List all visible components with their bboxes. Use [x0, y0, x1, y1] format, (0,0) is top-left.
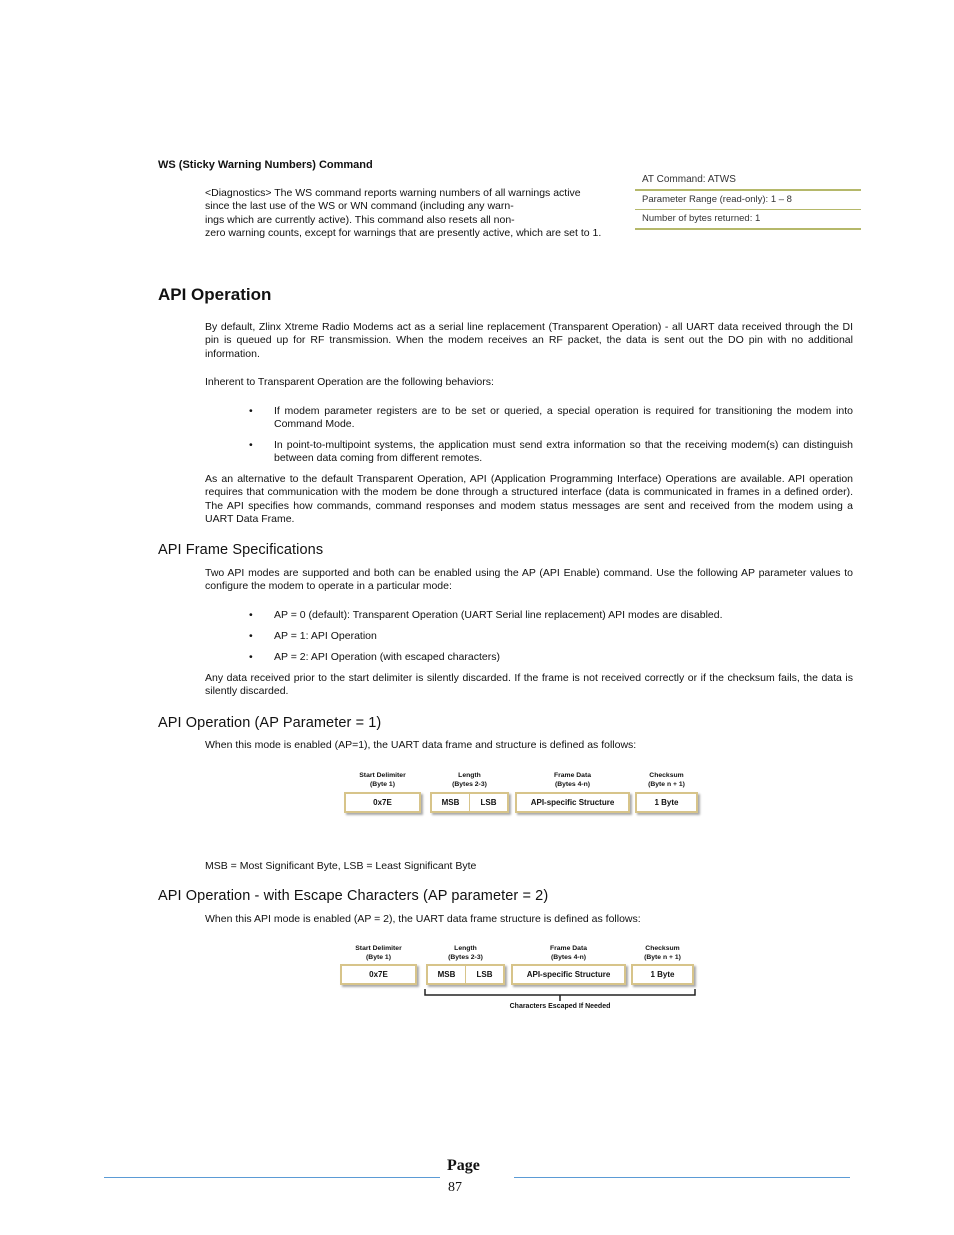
spec-paragraph-2: Any data received prior to the start delimiter is silently discarded. If the frame is not received correctly or if the checksum fails, the data is silently discarded.	[205, 672, 853, 698]
start-delimiter-label: Start Delimiter (Byte 1)	[359, 772, 406, 788]
footer-rule-left	[104, 1177, 440, 1178]
at-command-table	[635, 172, 861, 230]
api-operation-heading: API Operation	[158, 285, 272, 304]
length-box	[430, 792, 509, 813]
page-label: Page	[447, 1157, 480, 1174]
bullet-dot: •	[249, 630, 253, 642]
start-delimiter-box: 0x7E	[344, 792, 421, 813]
lsb-cell: LSB	[476, 970, 493, 979]
list-item: • In point-to-multipoint systems, the application must send extra information so that the receiving modem(s) can distinguish between data coming from different remotes.	[249, 439, 853, 465]
checksum-box: 1 Byte	[631, 964, 694, 985]
ws-line: zero warning counts, except for warnings that are presently active, which are set to 1.	[205, 227, 602, 240]
ws-command-description	[205, 187, 645, 241]
ap1-heading: API Operation (AP Parameter = 1)	[158, 715, 382, 731]
api-paragraph-2: Inherent to Transparent Operation are the following behaviors:	[205, 376, 494, 388]
msb-lsb-note: MSB = Most Significant Byte, LSB = Least Significant Byte	[205, 860, 477, 872]
ap1-intro: When this mode is enabled (AP=1), the UART data frame and structure is defined as follows:	[205, 739, 637, 751]
parameter-range: Parameter Range (read-only): 1 – 8	[635, 191, 861, 210]
bullet-dot: •	[249, 405, 253, 417]
frame-data-label: Frame Data (Bytes 4-n)	[553, 772, 592, 788]
ws-line: since the last use of the WS or WN command (including any warn-	[205, 200, 514, 213]
start-delimiter-box: 0x7E	[340, 964, 417, 985]
frame-data-box: API-specific Structure	[511, 964, 626, 985]
lsb-cell: LSB	[480, 798, 497, 807]
ap2-frame-diagram	[340, 945, 700, 1017]
start-delimiter-label: Start Delimiter (Byte 1)	[355, 945, 402, 961]
ap1-frame-diagram	[344, 772, 704, 822]
checksum-label: Checksum (Byte n + 1)	[644, 945, 681, 961]
ap2-intro: When this API mode is enabled (AP = 2), the UART data frame structure is defined as follows:	[205, 913, 641, 925]
api-paragraph-3: As an alternative to the default Transparent Operation, API (Application Programming Interface) Operations are available. API operation requires that communication with the modem be done through a structured interface (data is communicated in frames in a defined order). The API specifies how commands, command responses and modem status messages are sent and received from the modem using a UART Data Frame.	[205, 473, 853, 526]
footer-rule-right	[514, 1177, 850, 1178]
escape-label: Characters Escaped If Needed	[509, 1003, 611, 1010]
length-label: Length (Bytes 2-3)	[448, 945, 483, 961]
escape-bracket	[424, 989, 696, 1003]
list-item: • AP = 1: API Operation	[249, 630, 377, 642]
bullet-dot: •	[249, 651, 253, 663]
bullet-dot: •	[249, 609, 253, 621]
ws-command-title: WS (Sticky Warning Numbers) Command	[158, 159, 373, 171]
spec-paragraph-1: Two API modes are supported and both can be enabled using the AP (API Enable) command. Use the following AP parameter values to configure the modem to operate in a particular mode:	[205, 567, 853, 593]
frame-data-box: API-specific Structure	[515, 792, 630, 813]
length-box	[426, 964, 505, 985]
list-item: • AP = 2: API Operation (with escaped characters)	[249, 651, 500, 663]
bytes-returned: Number of bytes returned: 1	[635, 210, 861, 230]
msb-cell: MSB	[432, 794, 470, 811]
msb-cell: MSB	[428, 966, 466, 983]
length-label: Length (Bytes 2-3)	[452, 772, 487, 788]
bullet-dot: •	[249, 439, 253, 451]
checksum-label: Checksum (Byte n + 1)	[648, 772, 685, 788]
ws-line: <Diagnostics> The WS command reports warning numbers of all warnings active	[205, 187, 581, 199]
page-number: 87	[448, 1180, 462, 1195]
api-paragraph-1: By default, Zlinx Xtreme Radio Modems act as a serial line replacement (Transparent Operation) - all UART data received through the DI pin is queued up for RF transmission. When the modem receives an RF packet, the data is sent out the DO pin with no additional information.	[205, 321, 853, 360]
api-frame-spec-heading: API Frame Specifications	[158, 542, 324, 558]
ws-line: ings which are currently active). This command also resets all non-	[205, 213, 515, 226]
frame-data-label: Frame Data (Bytes 4-n)	[549, 945, 588, 961]
ap2-heading: API Operation - with Escape Characters (AP parameter = 2)	[158, 888, 549, 904]
at-command-header: AT Command: ATWS	[635, 172, 861, 191]
list-item: • AP = 0 (default): Transparent Operation (UART Serial line replacement) API modes are disabled.	[249, 609, 723, 621]
checksum-box: 1 Byte	[635, 792, 698, 813]
list-item: • If modem parameter registers are to be set or queried, a special operation is required for transitioning the modem into Command Mode.	[249, 405, 853, 431]
